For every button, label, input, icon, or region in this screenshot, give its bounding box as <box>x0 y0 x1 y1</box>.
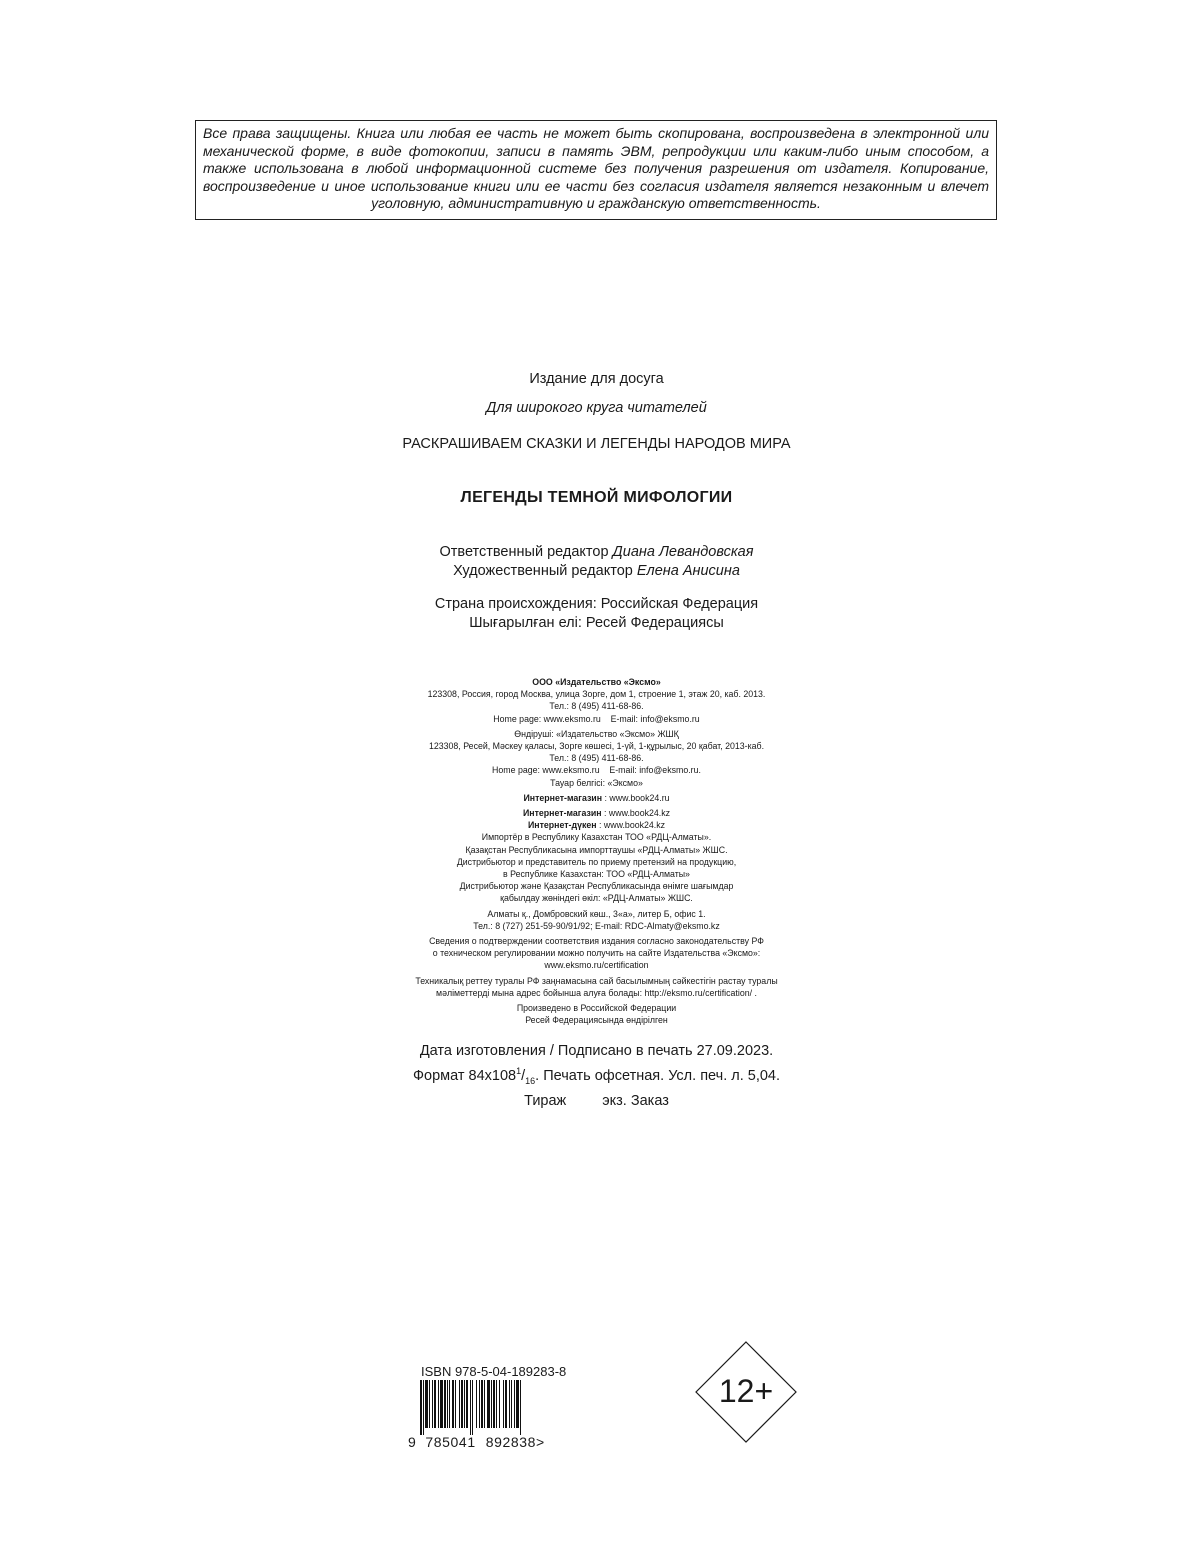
barcode-bar <box>461 1380 463 1428</box>
distributor-ru-1: Дистрибьютор и представитель по приему претензий на продукцию, <box>456 856 737 867</box>
shop-ru-url: : www.book24.ru <box>602 792 670 803</box>
art-editor-name: Елена Анисина <box>636 563 740 579</box>
web-kz: Home page: www.eksmo.ru E-mail: info@eksmo.ru. <box>492 765 701 776</box>
art-editor-role: Художественный редактор <box>453 563 633 579</box>
format-sup: 1 <box>516 1066 522 1076</box>
shop-kz2 <box>0 819 1193 831</box>
barcode-bar <box>466 1380 468 1428</box>
barcode-bar <box>511 1380 512 1428</box>
barcode-bar <box>444 1380 446 1428</box>
book-title: ЛЕГЕНДЫ ТЕМНОЙ МИФОЛОГИИ <box>460 489 733 506</box>
barcode-bar <box>487 1380 490 1428</box>
origin-block <box>0 595 1193 633</box>
origin-ru: Страна происхождения: Российская Федерация <box>434 596 759 612</box>
print-format <box>0 1061 1193 1091</box>
barcode-bar <box>496 1380 497 1428</box>
barcode-bar <box>432 1380 433 1428</box>
barcode-bar <box>516 1380 519 1428</box>
barcode-group-1: 785041 <box>425 1434 476 1450</box>
barcode-bar <box>484 1380 485 1428</box>
barcode-bar <box>464 1380 465 1428</box>
age-rating-badge <box>694 1340 798 1444</box>
barcode-bar <box>425 1380 428 1428</box>
imprint-block <box>0 676 1193 1026</box>
shop-ru-label: Интернет-магазин <box>523 792 603 803</box>
cert-kz-1: Техникалық реттеу туралы РФ заңнамасына сай басылымның сәйкестігін растау туралы <box>415 975 778 986</box>
barcode-lead-digit: 9 <box>408 1434 417 1450</box>
made-ru: Произведено в Российской Федерации <box>516 1003 677 1014</box>
barcode-bar <box>452 1380 454 1428</box>
shop-kz-label: Интернет-магазин <box>522 808 602 819</box>
cert-ru-3: www.eksmo.ru/certification <box>544 960 649 971</box>
barcode-bar <box>520 1380 521 1435</box>
almaty-address: Алматы қ., Домбровский көш., 3«а», литер Б, офис 1. <box>487 908 706 919</box>
isbn-label: ISBN 978-5-04-189283-8 <box>421 1364 567 1379</box>
web-ru: Home page: www.eksmo.ru E-mail: info@eksmo.ru <box>493 713 700 724</box>
distributor-kz-1: Дистрибьютор және Қазақстан Республикасында өнімге шағымдар <box>459 881 734 892</box>
barcode-bar <box>476 1380 477 1428</box>
producer-kz: Өндіруші: «Издательство «Эксмо» ЖШҚ <box>514 728 679 739</box>
shop-kz <box>0 807 1193 819</box>
shop-kz2-label: Интернет-дүкен <box>527 820 597 831</box>
barcode-bar <box>499 1380 500 1428</box>
address-kz: 123308, Ресей, Мәскеу қаласы, Зорге көшесі, 1-үй, 1-құрылыс, 20 қабат, 2013-каб. <box>428 741 765 752</box>
barcode-bar <box>505 1380 507 1428</box>
art-editor-credit <box>0 562 1193 581</box>
distributor-ru-2: в Республике Казахстан: ТОО «РДЦ-Алматы» <box>503 869 690 880</box>
print-info <box>0 1041 1193 1111</box>
barcode-bar <box>455 1380 456 1428</box>
barcode-digits <box>408 1434 545 1450</box>
barcode-bar <box>440 1380 443 1428</box>
barcode-bar <box>503 1380 504 1428</box>
barcode-bar <box>449 1380 450 1428</box>
distributor-kz-2: қабылдау жөніндегі өкіл: «РДЦ-Алматы» ЖШС. <box>500 893 693 904</box>
run-label: Тираж <box>524 1093 567 1109</box>
age-rating: 12+ <box>718 1373 774 1409</box>
print-date: Дата изготовления / Подписано в печать 27.09.2023. <box>419 1043 774 1059</box>
format-sub: 16 <box>525 1076 536 1086</box>
barcode-bar <box>420 1380 422 1435</box>
almaty-contacts: Тел.: 8 (727) 251-59-90/91/92; E-mail: RDC-Almaty@eksmo.kz <box>473 920 720 931</box>
format-slash: / <box>521 1068 526 1084</box>
barcode-bar <box>459 1380 460 1428</box>
print-run <box>0 1091 1193 1111</box>
run-suffix: экз. Заказ <box>602 1093 669 1109</box>
edition-type: Издание для досуга <box>529 371 664 387</box>
barcode-bar <box>438 1380 439 1428</box>
origin-kz: Шығарылған елі: Ресей Федерациясы <box>469 615 724 631</box>
cert-kz-2: мәліметтерді мына адрес бойынша алуға болады: http://eksmo.ru/certification/ . <box>436 987 757 998</box>
barcode-bar <box>434 1380 436 1428</box>
address-ru: 123308, Россия, город Москва, улица Зорге, дом 1, строение 1, этаж 20, каб. 2013. <box>427 689 766 700</box>
barcode-bar <box>423 1380 424 1435</box>
barcode-bar <box>509 1380 510 1428</box>
audience-note: Для широкого круга читателей <box>486 400 707 416</box>
barcode-bar <box>491 1380 492 1428</box>
cert-ru-1: Сведения о подтверждении соответствия издания согласно законодательству РФ <box>429 936 764 947</box>
importer-ru: Импортёр в Республику Казахстан ТОО «РДЦ-Алматы». <box>481 832 712 843</box>
credits <box>0 543 1193 581</box>
barcode-bar <box>470 1380 471 1435</box>
trademark-kz: Тауар белгісі: «Эксмо» <box>550 777 643 788</box>
shop-kz2-url: : www.book24.kz <box>596 820 666 831</box>
barcode-tail: > <box>536 1434 545 1450</box>
barcode-bar <box>514 1380 515 1428</box>
made-kz: Ресей Федерациясында өндірілген <box>525 1015 668 1026</box>
importer-kz: Қазақстан Республикасына импорттаушы «РДЦ-Алматы» ЖШС. <box>465 844 728 855</box>
barcode-bar <box>479 1380 480 1428</box>
shop-ru <box>0 792 1193 804</box>
format-suffix: . Печать офсетная. Усл. печ. л. 5,04. <box>535 1068 781 1084</box>
publisher-name: ООО «Издательство «Эксмо» <box>532 677 661 687</box>
format-prefix: Формат 84x108 <box>412 1068 517 1084</box>
series-title: РАСКРАШИВАЕМ СКАЗКИ И ЛЕГЕНДЫ НАРОДОВ МИРА <box>402 436 791 452</box>
phone-kz: Тел.: 8 (495) 411-68-86. <box>549 753 644 764</box>
barcode-bar <box>481 1380 483 1428</box>
barcode-bar <box>429 1380 430 1428</box>
editor-name: Диана Левандовская <box>612 544 754 560</box>
barcode-bar <box>447 1380 448 1428</box>
barcode-bar <box>493 1380 495 1428</box>
copyright-notice: Все права защищены. Книга или любая ее часть не может быть скопирована, воспроизведена в электронной или механической форме, в виде фотокопии, записи в память ЭВМ, репродукции или каким-либо иным способом, а также использована в любой информационной системе без получения разрешения от издателя. Копирование, воспроизведение и иное использование книги или ее части без согласия издателя является незаконным и влечет уголовную, административную и гражданскую ответственность. <box>195 120 997 220</box>
barcode <box>420 1380 570 1435</box>
editor-credit <box>0 543 1193 562</box>
cert-ru-2: о техническом регулировании можно получить на сайте Издательства «Эксмо»: <box>432 948 761 959</box>
phone-ru: Тел.: 8 (495) 411-68-86. <box>549 701 644 712</box>
barcode-bar <box>472 1380 473 1435</box>
editor-role: Ответственный редактор <box>439 544 609 560</box>
shop-kz-url: : www.book24.kz <box>601 808 671 819</box>
barcode-group-2: 892838 <box>485 1434 537 1450</box>
